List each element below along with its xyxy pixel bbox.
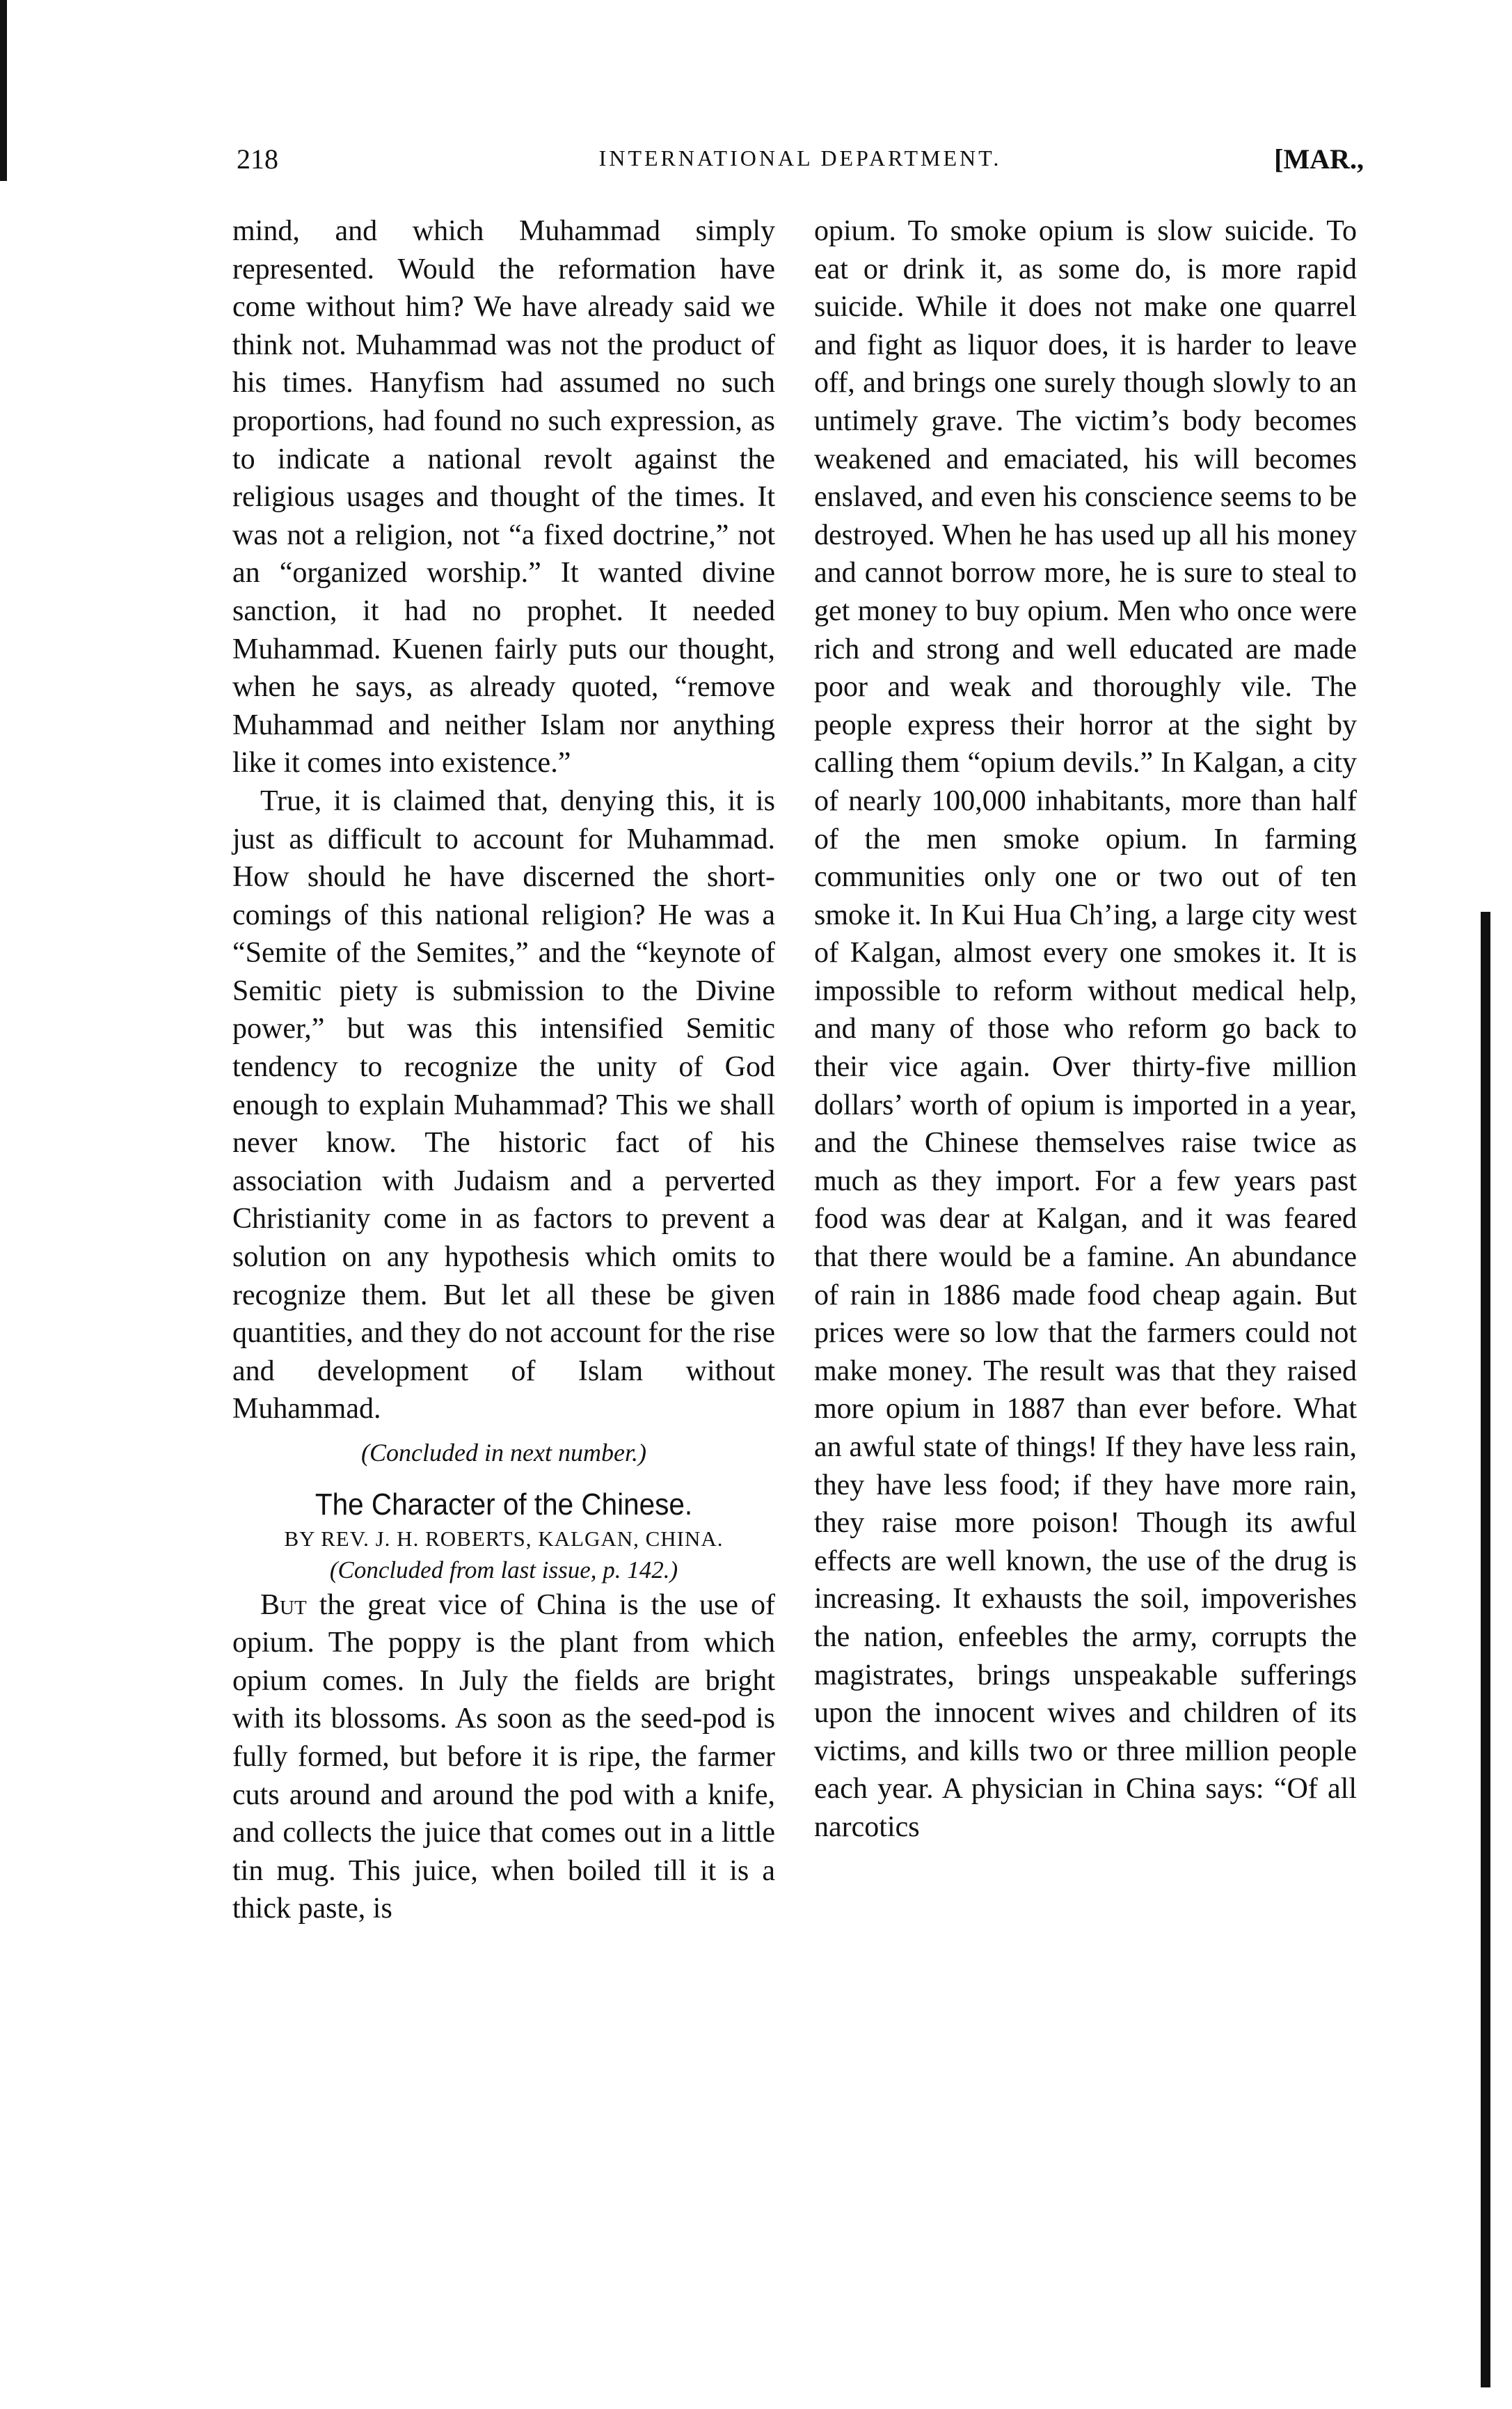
scan-edge-right	[1481, 912, 1490, 2387]
left-paragraph-2: True, it is claimed that, denying this, it is just as difficult to account for Muhammad. How should he have discerned the short-comings of this national religion? He was a “Semite of the Semites,” and the “keynote of Semitic piety is submission to the Divine power,” but was this intensified Semitic tendency to recognize the unity of God enough to explain Muhammad? This we shall never know. The historic fact of his association with Judaism and a perverted Christianity come in as factors to prevent a solution on any hypothesis which omits to recognize them. But let all these be given quantities, and they do not account for the rise and development of Islam without Muhammad.	[232, 784, 775, 1425]
page-header	[237, 143, 1364, 184]
continued-note: (Concluded from last issue, p. 142.)	[329, 1556, 678, 1583]
left-paragraph-1: mind, and which Muhammad simply represented. Would the reformation have come without him? We have already said we think not. Muhammad was not the product of his times. Hanyfism had assumed no such proportions, had found no such expression, as to indicate a national revolt against the religious usages and thought of the times. It was not a religion, not “a fixed doctrine,” not an “organized worship.” It wanted divine sanction, it had no prophet. It needed Muhammad. Kuenen fairly puts our thought, when he says, as already quoted, “remove Muhammad and neither Islam nor anything like it comes into existence.”	[232, 215, 775, 780]
opening-word: But	[260, 1588, 307, 1621]
byline: BY REV. J. H. ROBERTS, KALGAN, CHINA.	[284, 1526, 724, 1551]
concluded-note: (Concluded in next number.)	[361, 1439, 646, 1467]
left-column	[232, 212, 775, 1928]
page-number: 218	[237, 143, 278, 175]
right-paragraph-1: opium. To smoke opium is slow suicide. To eat or drink it, as some do, is more rapid suicide. While it does not make one quarrel and fight as liquor does, it is harder to leave off, and brings one surely though slowly to an untimely grave. The victim’s body becomes weakened and emaciated, his will becomes enslaved, and even his conscience seems to be destroyed. When he has used up all his money and cannot borrow more, he is sure to steal to get money to buy opium. Men who once were rich and strong and well educated are made poor and weak and thoroughly vile. The people express their horror at the sight by calling them “opium devils.” In Kalgan, a city of nearly 100,000 inhabitants, more than half of the men smoke opium. In farming communities only one or two out of ten smoke it. In Kui Hua Ch’ing, a large city west of Kalgan, almost every one smokes it. It is impossible to reform without medical help, and many of those who reform go back to their vice again. Over thirty-five million dollars’ worth of opium is imported in a year, and the Chinese themselves raise twice as much as they import. For a few years past food was dear at Kalgan, and it was feared that there would be a famine. An abundance of rain in 1886 made food cheap again. But prices were so low that the farmers could not make money. The result was that they raised more opium in 1887 than ever before. What an awful state of things! If they have less rain, they have less food; if they have more rain, they raise more poison! Though its awful effects are well known, the use of the drug is increasing. It exhausts the soil, impoverishes the nation, enfeebles the army, corrupts the magistrates, brings unspeakable sufferings upon the innocent wives and children of its victims, and kills two or three million people each year. A physician in China says: “Of all narcotics	[814, 215, 1357, 1843]
article-title: The Character of the Chinese.	[315, 1487, 693, 1522]
left-paragraph-3-text: the great vice of China is the use of opium. The poppy is the plant from which opium comes. In July the fields are bright with its blossoms. As soon as the seed-pod is fully formed, but before it is ripe, the farmer cuts around and around the pod with a knife, and collects the juice that comes out in a little tin mug. This juice, when boiled till it is a thick paste, is	[232, 1588, 776, 1925]
running-head: INTERNATIONAL DEPARTMENT.	[598, 145, 1002, 171]
left-paragraph-3	[232, 1586, 775, 1928]
scan-edge-left	[0, 0, 7, 181]
right-column	[814, 212, 1357, 1847]
issue-month: [MAR.,	[1274, 143, 1364, 175]
